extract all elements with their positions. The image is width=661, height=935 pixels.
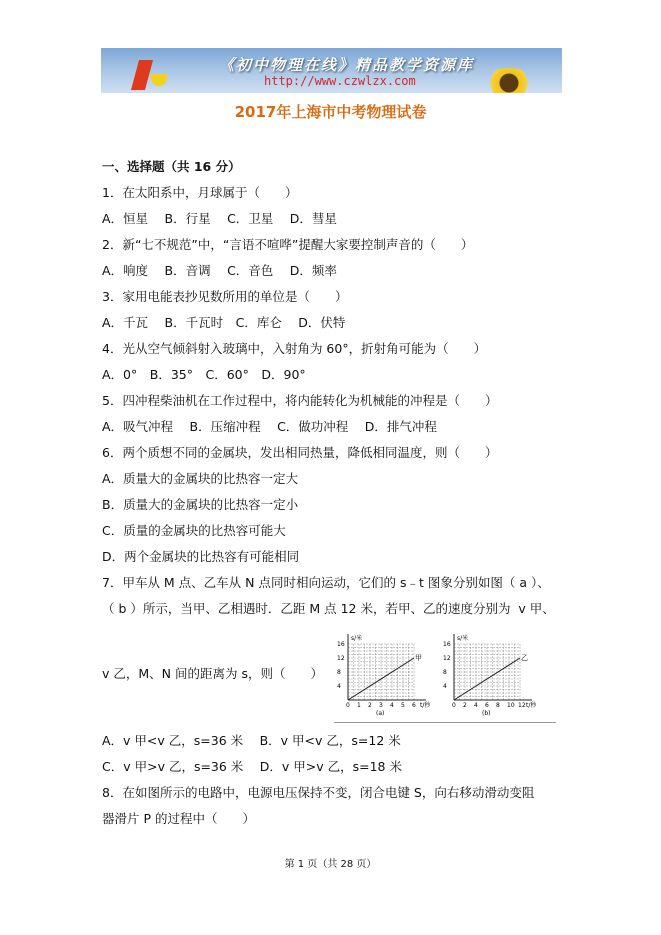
y-axis-label: s/米 <box>457 635 469 642</box>
question-line: A．恒星 B．行星 C．卫星 D．彗星 <box>102 211 337 226</box>
question-line: 6．两个质想不同的金属块，发出相同热量，降低相同温度，则（ ） <box>102 445 498 460</box>
x-tick-label: 3 <box>379 702 383 709</box>
series-label-b: 乙 <box>521 654 528 662</box>
y-tick-label: 4 <box>443 683 447 690</box>
y-tick-label: 12 <box>337 655 345 662</box>
figure-caption-a: (a) <box>376 710 385 717</box>
question-line: 7．甲车从 M 点、乙车从 N 点同时相向运动，它们的 s﹣t 图象分别如图（ a ）、 <box>102 575 550 590</box>
logo-mark-yellow <box>151 74 167 86</box>
question-line: 2．新“七不规范”中，“言语不喧哗”提醒大家要控制声音的（ ） <box>102 237 474 252</box>
y-tick-label: 8 <box>443 669 447 676</box>
logo-mark <box>131 60 153 90</box>
question-line: D．两个金属块的比热容有可能相同 <box>102 549 300 564</box>
question-line: A．吸气冲程 B．压缩冲程 C．做功冲程 D．排气冲程 <box>102 419 437 434</box>
st-graph-figure <box>334 630 556 723</box>
question-line: A．v 甲<v 乙，s=36 米 B．v 甲<v 乙，s=12 米 <box>102 733 401 748</box>
question-line: A．响度 B．音调 C．音色 D．频率 <box>102 263 337 278</box>
x-tick-label: 6 <box>412 702 416 709</box>
y-tick-label: 12 <box>443 655 451 662</box>
x-tick-label: 1 <box>357 702 361 709</box>
question-line: C．质量的金属块的比热容可能大 <box>102 523 286 538</box>
x-tick-label: 2 <box>463 702 467 709</box>
x-tick-label: 4 <box>390 702 394 709</box>
x-tick-label: 4 <box>474 702 478 709</box>
x-tick-label: 5 <box>401 702 405 709</box>
figure-caption-b: (b) <box>482 710 491 717</box>
y-tick-label: 8 <box>337 669 341 676</box>
y-tick-label: 4 <box>337 683 341 690</box>
banner-url: http://www.czwlzx.com <box>264 74 416 88</box>
question-line: 器滑片 P 的过程中（ ） <box>102 811 255 826</box>
banner-title: 《初中物理在线》精品教学资源库 <box>219 56 475 74</box>
x-tick-label: 12 <box>518 702 526 709</box>
y-tick-label: 16 <box>443 641 451 648</box>
question-line: B．质量大的金属块的比热容一定小 <box>102 497 299 512</box>
page-title: 2017年上海市中考物理试卷 <box>234 103 427 121</box>
section-heading: 一、选择题（共 16 分） <box>102 159 241 174</box>
question-line: 1．在太阳系中，月球属于（ ） <box>102 185 298 200</box>
question-line: v 乙，M、N 间的距离为 s，则（ ） <box>102 666 323 681</box>
x-axis-label: t/秒 <box>526 702 537 709</box>
x-tick-label: 10 <box>507 702 515 709</box>
y-axis-label: s/米 <box>351 635 363 642</box>
banner-image <box>101 48 562 93</box>
x-tick-label: 0 <box>346 702 350 709</box>
question-line: 4．光从空气倾斜射入玻璃中，入射角为 60°，折射角可能为（ ） <box>102 341 487 356</box>
question-line: A．0° B．35° C．60° D．90° <box>102 367 306 382</box>
series-label-a: 甲 <box>415 654 422 662</box>
question-line: C．v 甲>v 乙，s=36 米 D．v 甲>v 乙，s=18 米 <box>102 759 402 774</box>
question-line: （ b ）所示，当甲、乙相遇时．乙距 M 点 12 米，若甲、乙的速度分别为 v 甲、 <box>102 601 555 616</box>
x-tick-label: 6 <box>485 702 489 709</box>
x-tick-label: 0 <box>452 702 456 709</box>
question-line: A．质量大的金属块的比热容一定大 <box>102 471 299 486</box>
y-tick-label: 16 <box>337 641 345 648</box>
x-tick-label: 2 <box>368 702 372 709</box>
page-footer: 第 1 页（共 28 页） <box>284 859 377 870</box>
x-tick-label: 8 <box>496 702 500 709</box>
question-line: 8．在如图所示的电路中，电源电压保持不变，闭合电键 S，向右移动滑动变阻 <box>102 785 535 800</box>
question-line: 5．四冲程柴油机在工作过程中，将内能转化为机械能的冲程是（ ） <box>102 393 498 408</box>
question-line: A．千瓦 B．千瓦时 C．库仑 D．伏特 <box>102 315 346 330</box>
sunflower-image <box>483 68 535 93</box>
x-axis-label: t/秒 <box>420 702 431 709</box>
question-line: 3．家用电能表抄见数所用的单位是（ ） <box>102 289 348 304</box>
